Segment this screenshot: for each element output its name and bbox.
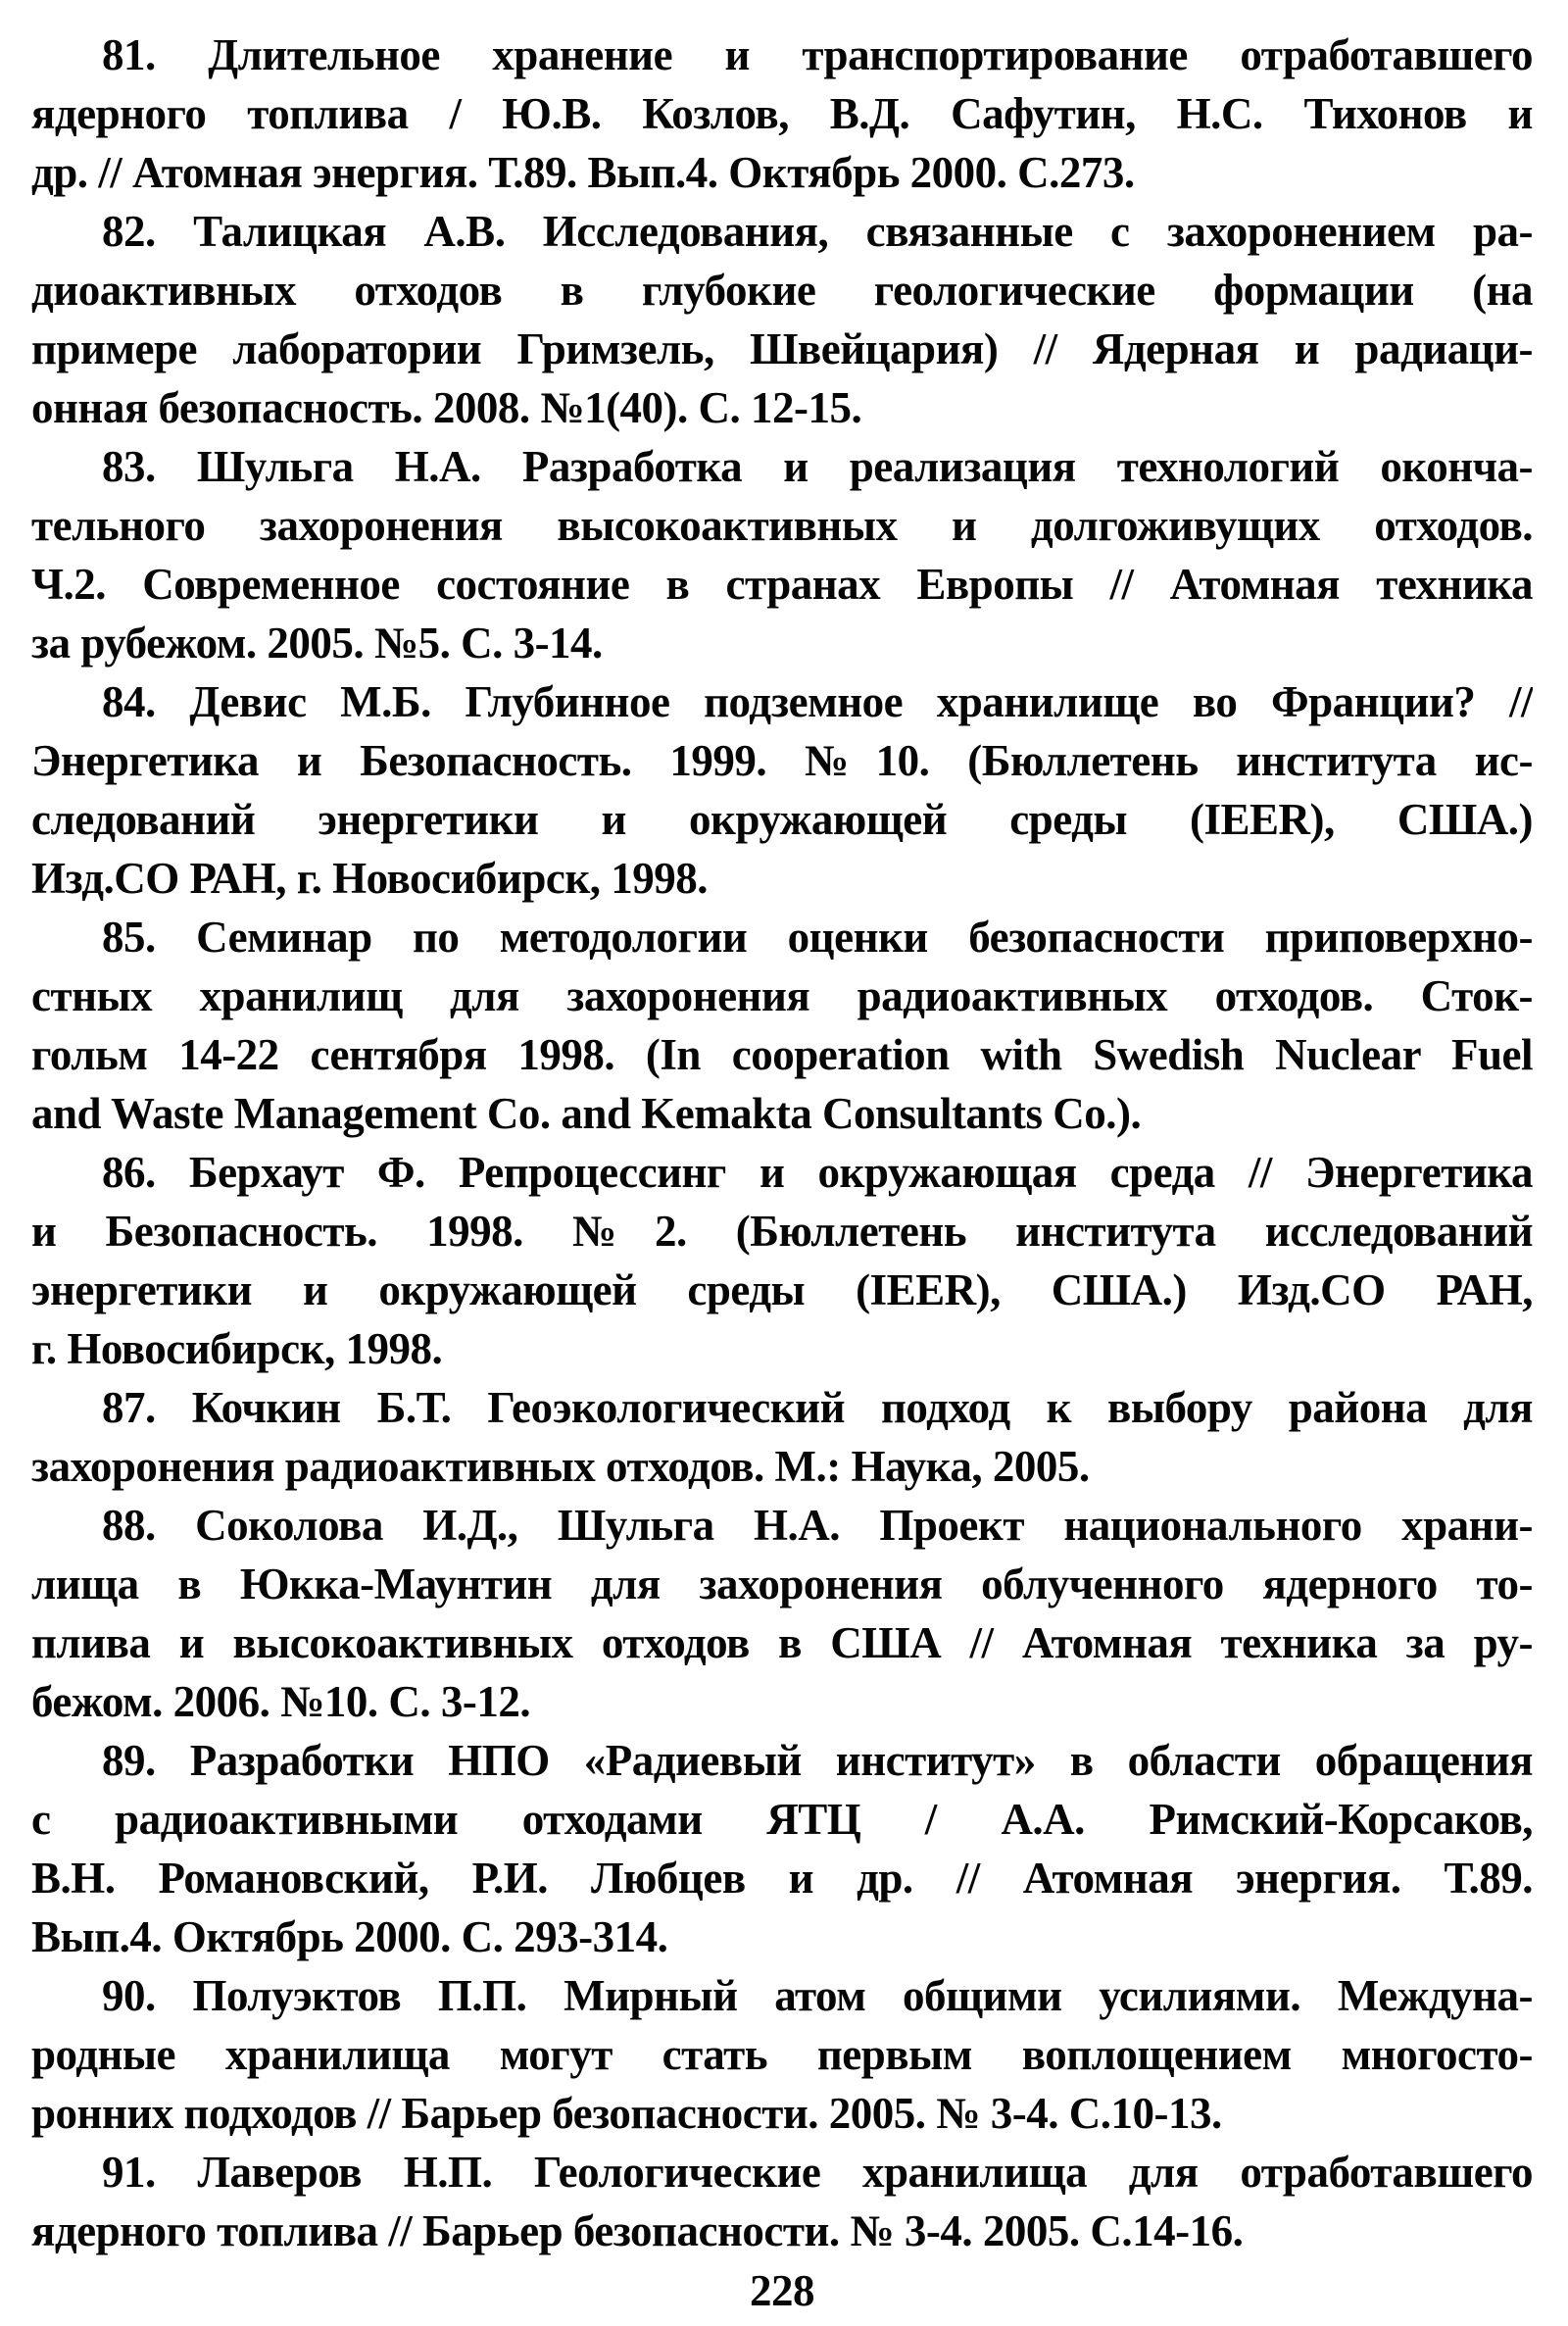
reference-83-line-1: 83. Шульга Н.А. Разработка и реализация технологий оконча- (102, 442, 1533, 491)
reference-86-line-1: 86. Берхаут Ф. Репроцессинг и окружающая среда // Энергетика (102, 1148, 1533, 1197)
reference-85-line-1: 85. Семинар по методологии оценки безопасности приповерхно- (102, 913, 1533, 962)
reference-85-line-2: стных хранилищ для захоронения радиоактивных отходов. Сток- (31, 971, 1533, 1020)
reference-81-line-3: др. // Атомная энергия. Т.89. Вып.4. Октябрь 2000. С.273. (31, 148, 1135, 197)
references (31, 25, 1533, 2260)
reference-82-line-3: примере лаборатории Гримзель, Швейцария) // Ядерная и радиаци- (31, 324, 1533, 373)
reference-83-line-4: за рубежом. 2005. №5. С. 3-14. (31, 619, 603, 668)
reference-81-line-1: 81. Длительное хранение и транспортирование отработавшего (102, 30, 1533, 79)
reference-85-line-3: гольм 14-22 сентября 1998. (In cooperation with Swedish Nuclear Fuel (31, 1030, 1533, 1079)
reference-82-line-2: диоактивных отходов в глубокие геологические формации (на (31, 266, 1533, 315)
reference-81-line-2: ядерного топлива / Ю.В. Козлов, В.Д. Сафутин, Н.С. Тихонов и (31, 89, 1533, 138)
reference-89-line-4: Вып.4. Октябрь 2000. С. 293-314. (31, 1912, 668, 1961)
page-number: 228 (750, 2266, 814, 2315)
reference-89-line-1: 89. Разработки НПО «Радиевый институт» в области обращения (102, 1736, 1533, 1785)
reference-87-line-1: 87. Кочкин Б.Т. Геоэкологический подход к выбору района для (102, 1383, 1533, 1432)
reference-85-line-4: and Waste Management Co. and Kemakta Consultants Co.). (31, 1089, 1142, 1138)
reference-86-line-4: г. Новосибирск, 1998. (31, 1324, 443, 1373)
reference-84-line-2: Энергетика и Безопасность. 1999. №10. (Бюллетень института ис- (31, 736, 1533, 785)
reference-90-line-3: ронних подходов // Барьер безопасности. 2005. № 3-4. С.10-13. (31, 2089, 1222, 2138)
reference-86-line-2: и Безопасность. 1998. №2. (Бюллетень института исследований (31, 1207, 1533, 1256)
reference-84-line-4: Изд.СО РАН, г. Новосибирск, 1998. (31, 854, 709, 903)
reference-91-line-1: 91. Лаверов Н.П. Геологические хранилища для отработавшего (102, 2148, 1533, 2197)
reference-83-line-2: тельного захоронения высокоактивных и долгоживущих отходов. (31, 501, 1533, 550)
reference-90-line-1: 90. Полуэктов П.П. Мирный атом общими усилиями. Междуна- (102, 1971, 1533, 2020)
reference-88-line-3: плива и высокоактивных отходов в США // Атомная техника за ру- (31, 1618, 1533, 1667)
reference-89-line-2: с радиоактивными отходами ЯТЦ / А.А. Римский-Корсаков, (31, 1795, 1533, 1844)
reference-87-line-2: захоронения радиоактивных отходов. М.: Наука, 2005. (31, 1442, 1090, 1491)
reference-82-line-4: онная безопасность. 2008. №1(40). С. 12-15. (31, 383, 862, 432)
reference-88-line-1: 88. Соколова И.Д., Шульга Н.А. Проект национального храни- (102, 1501, 1533, 1550)
reference-84-line-3: следований энергетики и окружающей среды (IEER), США.) (31, 795, 1533, 844)
reference-89-line-3: В.Н. Романовский, Р.И. Любцев и др. // Атомная энергия. Т.89. (31, 1854, 1533, 1903)
reference-88-line-4: бежом. 2006. №10. С. 3-12. (31, 1677, 531, 1726)
reference-83-line-3: Ч.2. Современное состояние в странах Европы // Атомная техника (31, 560, 1533, 609)
reference-86-line-3: энергетики и окружающей среды (IEER), США.) Изд.СО РАН, (31, 1265, 1533, 1314)
reference-90-line-2: родные хранилища могут стать первым воплощением многосто- (31, 2030, 1533, 2079)
reference-91-line-2: ядерного топлива // Барьер безопасности. № 3-4. 2005. С.14-16. (31, 2206, 1244, 2255)
reference-88-line-2: лища в Юкка-Маунтин для захоронения облученного ядерного то- (31, 1559, 1533, 1608)
reference-84-line-1: 84. Девис М.Б. Глубинное подземное хранилище во Франции? // (102, 677, 1533, 726)
reference-82-line-1: 82. Талицкая А.В. Исследования, связанные с захоронением ра- (102, 207, 1533, 256)
